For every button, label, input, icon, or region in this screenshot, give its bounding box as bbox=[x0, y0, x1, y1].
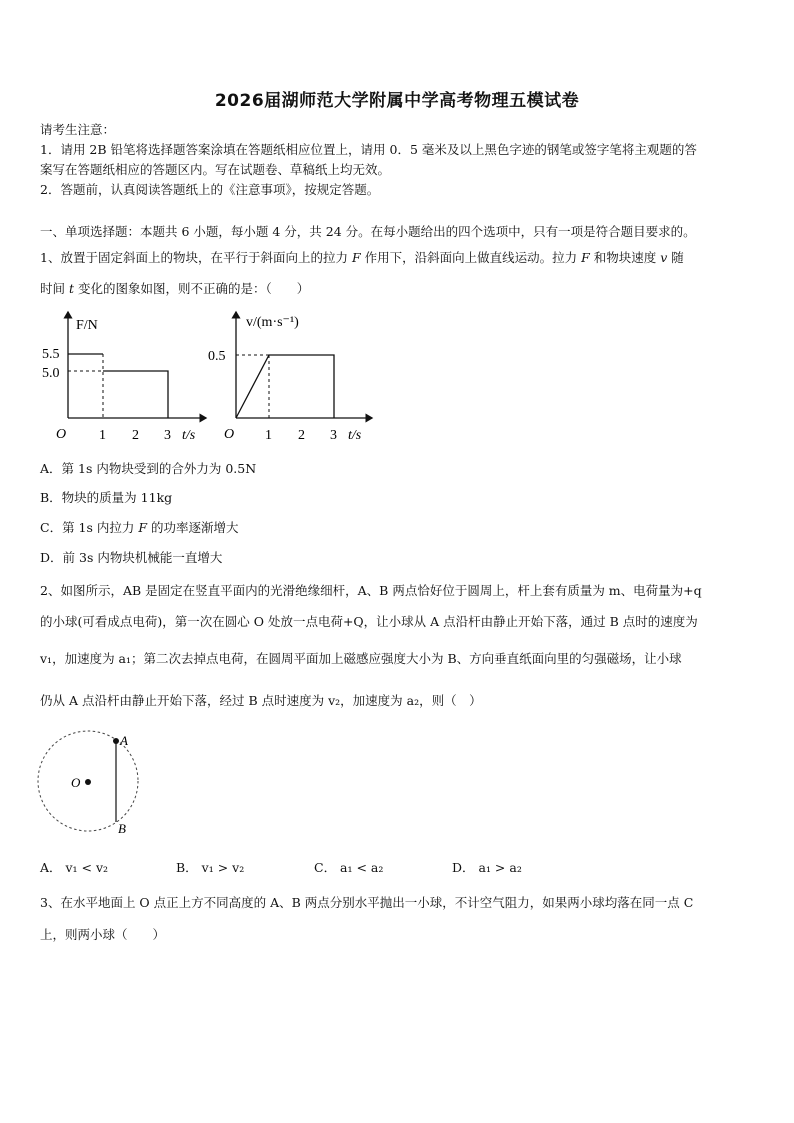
q2-option-a: A． v₁ < v₂ bbox=[40, 860, 109, 875]
q1-option-b: B．物块的质量为 11kg bbox=[40, 490, 173, 505]
q2-stem-line-4: 仍从 A 点沿杆由静止开始下落，经过 B 点时速度为 v₂，加速度为 a₂，则（ ） bbox=[40, 693, 482, 708]
v-y-label: v/(m·s⁻¹) bbox=[246, 315, 299, 330]
page-title: 2026届湖师范大学附属中学高考物理五模试卷 bbox=[214, 91, 580, 111]
f-ytick-55: 5.5 bbox=[42, 347, 60, 362]
q2-stem-line-3: v₁，加速度为 a₁；第二次去掉点电荷，在圆周平面加上磁感应强度大小为 B、方向垂直纸面向里的匀强磁场，让小球 bbox=[40, 651, 682, 666]
q1-option-d: D．前 3s 内物块机械能一直增大 bbox=[40, 550, 223, 565]
f-origin: O bbox=[56, 427, 67, 442]
v-curve bbox=[236, 355, 334, 418]
q1-stem-line-1: 1、放置于固定斜面上的物块，在平行于斜面向上的拉力 F 作用下，沿斜面向上做直线运动。拉力 F 和物块速度 v 随 bbox=[40, 250, 684, 265]
q1-option-c: C．第 1s 内拉力 F 的功率逐渐增大 bbox=[40, 520, 239, 535]
f-ytick-50: 5.0 bbox=[42, 366, 60, 381]
notice-heading: 请考生注意： bbox=[40, 122, 116, 137]
v-xtick-1: 1 bbox=[265, 428, 272, 443]
force-time-graph bbox=[36, 306, 216, 452]
f-xtick-3: 3 bbox=[164, 428, 171, 443]
notice-line-1a: 1．请用 2B 铅笔将选择题答案涂填在答题纸相应位置上，请用 0．5 毫米及以上黑色字迹的钢笔或签字笔将主观题的答 bbox=[40, 142, 697, 157]
label-a: A bbox=[120, 733, 128, 748]
v-ytick-05: 0.5 bbox=[208, 349, 226, 364]
label-b: B bbox=[118, 821, 126, 836]
label-o: O bbox=[71, 775, 81, 790]
notice-line-2: 2．答题前，认真阅读答题纸上的《注意事项》，按规定答题。 bbox=[40, 182, 380, 197]
v-origin: O bbox=[224, 427, 235, 442]
f-y-label: F/N bbox=[76, 318, 98, 333]
velocity-time-graph bbox=[204, 306, 380, 452]
q1-stem-line-2: 时间 t 变化的图象如图，则不正确的是：（ ） bbox=[40, 281, 310, 296]
q2-stem-line-1: 2、如图所示，AB 是固定在竖直平面内的光滑绝缘细杆，A、B 两点恰好位于圆周上，杆上套有质量为 m、电荷量为+q bbox=[40, 583, 702, 598]
f-xtick-1: 1 bbox=[99, 428, 106, 443]
f-xtick-2: 2 bbox=[132, 428, 139, 443]
section-heading: 一、单项选择题：本题共 6 小题，每小题 4 分，共 24 分。在每小题给出的四个选项中，只有一项是符合题目要求的。 bbox=[40, 224, 696, 239]
q2-option-c: C． a₁ < a₂ bbox=[314, 860, 384, 875]
q2-option-d: D． a₁ > a₂ bbox=[452, 860, 522, 875]
q3-stem-line-2: 上，则两小球（ ） bbox=[40, 927, 166, 942]
point-a-dot bbox=[113, 738, 119, 744]
q2-stem-line-2: 的小球(可看成点电荷)，第一次在圆心 O 处放一点电荷+Q，让小球从 A 点沿杆由静止开始下落，通过 B 点时的速度为 bbox=[40, 614, 698, 629]
notice-line-1b: 案写在答题纸相应的答题区内。写在试题卷、草稿纸上均无效。 bbox=[40, 162, 391, 177]
f-x-label: t/s bbox=[182, 428, 196, 443]
f-segment-2 bbox=[103, 371, 168, 418]
v-xtick-3: 3 bbox=[330, 428, 337, 443]
circle-rod-figure bbox=[30, 725, 160, 840]
v-x-label: t/s bbox=[348, 428, 362, 443]
q1-option-a: A．第 1s 内物块受到的合外力为 0.5N bbox=[40, 461, 257, 476]
center-o-dot bbox=[85, 779, 91, 785]
v-xtick-2: 2 bbox=[298, 428, 305, 443]
q2-option-b: B． v₁ > v₂ bbox=[176, 860, 245, 875]
q3-stem-line-1: 3、在水平地面上 O 点正上方不同高度的 A、B 两点分别水平抛出一小球，不计空气阻力，如果两小球均落在同一点 C bbox=[40, 895, 694, 910]
